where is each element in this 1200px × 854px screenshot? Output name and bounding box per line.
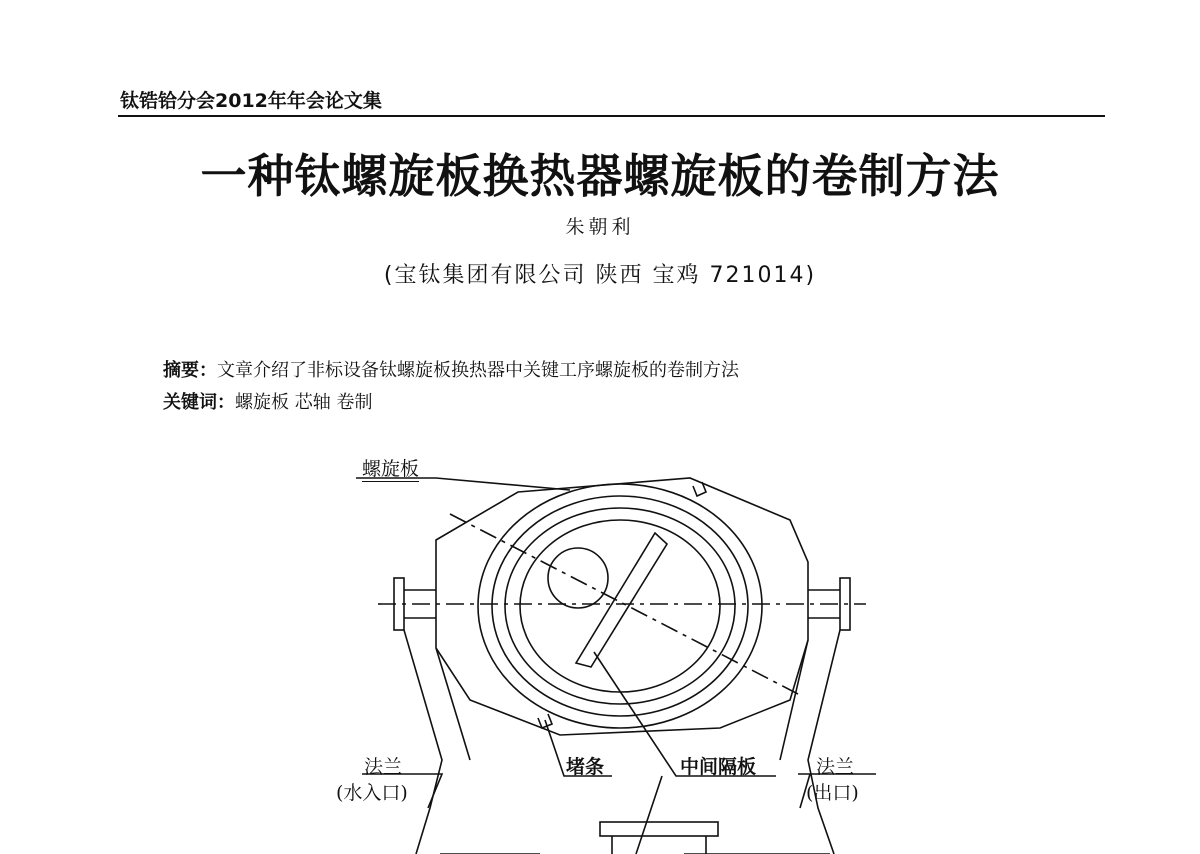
paper-title: 一种钛螺旋板换热器螺旋板的卷制方法 [200,149,1000,203]
label-middle-partition: 中间隔板 [680,756,757,778]
middle-partition [576,533,667,667]
left-support-inner [436,648,470,760]
inner-port-circle [548,548,608,608]
abstract-label: 摘要： [163,360,217,381]
keywords-text: 螺旋板 芯轴 卷制 [235,392,373,413]
header-rule [118,115,1105,117]
label-flange-right: 法兰 [816,756,855,778]
abstract-text: 文章介绍了非标设备钛螺旋板换热器中关键工序螺旋板的卷制方法 [217,360,739,381]
spiral-ring-2 [492,496,748,716]
paper-affiliation: (宝钛集团有限公司 陕西 宝鸡 721014) [383,263,817,288]
keywords-line [163,388,372,414]
spiral-ring-3 [505,508,735,704]
running-header: 钛锆铪分会2012年年会论文集 [120,90,382,112]
abstract-line [163,356,739,382]
bottom-neck [612,836,706,854]
leader-middle-partition-down [636,776,662,854]
paper-author: 朱朝利 [565,216,635,238]
heat-exchanger-diagram [0,440,1200,854]
right-support [808,630,840,854]
label-flange-left: 法兰 [364,756,403,778]
label-seal-strip: 堵条 [566,756,605,778]
heat-exchanger-figure [0,440,1200,854]
left-support [404,630,442,854]
label-flange-right-note: (出口) [806,782,859,804]
label-spiral-plate [362,454,419,481]
label-spiral-plate-text: 螺旋板 [362,458,420,480]
bottom-flange [600,822,718,836]
spiral-ring-inner [520,520,720,692]
label-flange-left-note: (水入口) [336,782,408,804]
keywords-label: 关键词： [163,392,235,413]
right-support-inner [780,640,808,760]
